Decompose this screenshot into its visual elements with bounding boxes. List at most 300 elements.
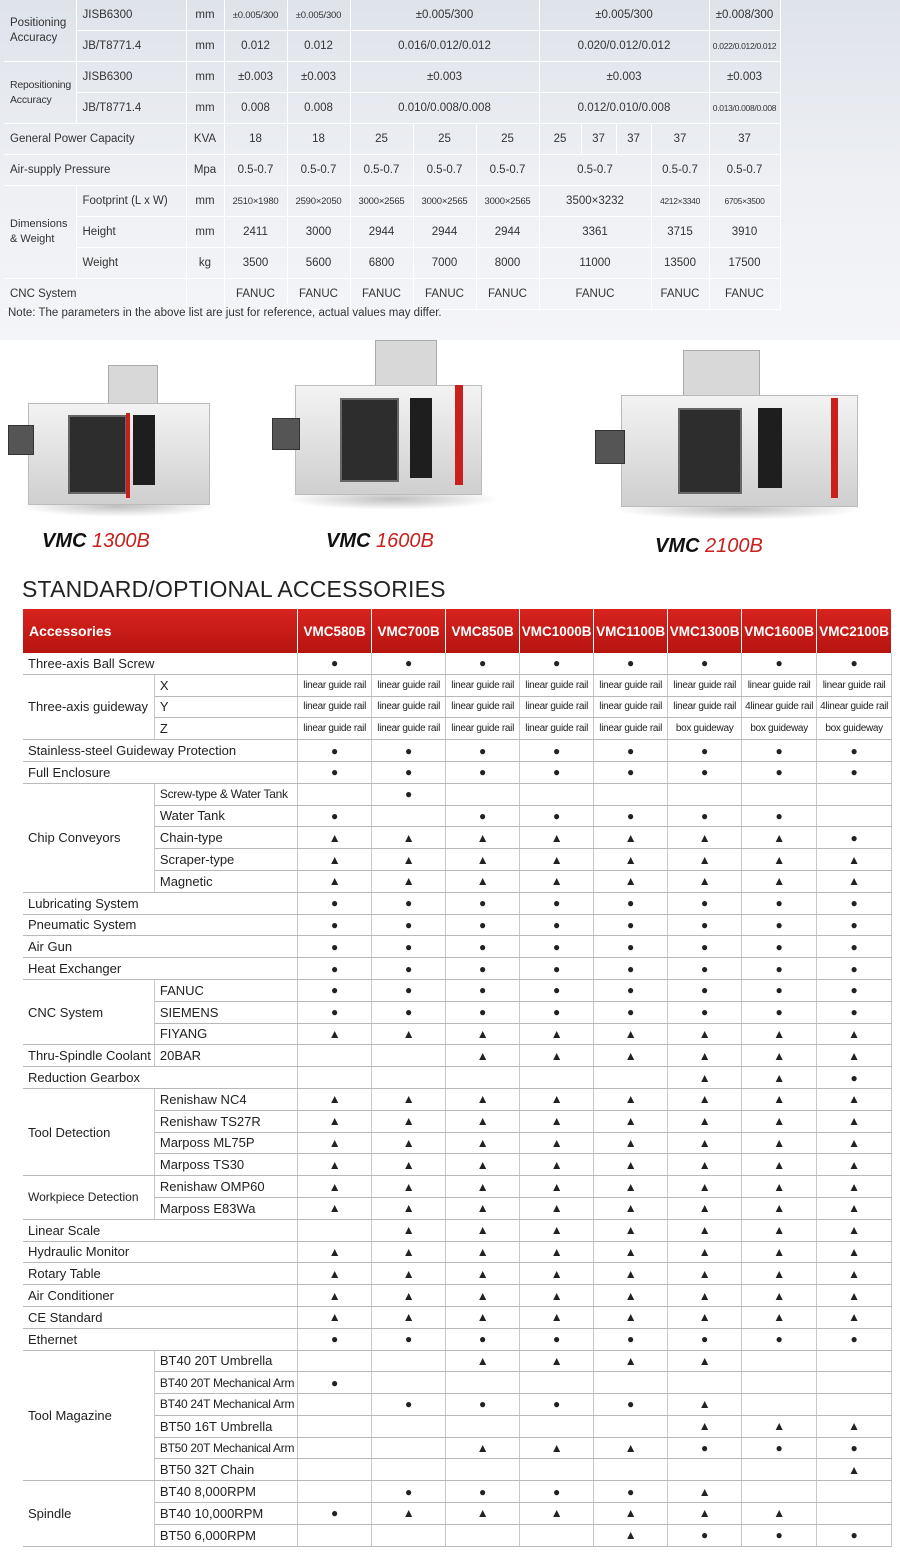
spec-cell: 5600 bbox=[287, 248, 350, 279]
optional-mark: ▲ bbox=[742, 1263, 817, 1285]
optional-mark: ▲ bbox=[668, 1350, 742, 1372]
optional-mark: ▲ bbox=[742, 1503, 817, 1525]
optional-mark: ▲ bbox=[298, 849, 372, 871]
table-row bbox=[23, 1219, 892, 1241]
spec-cell: 25 bbox=[350, 124, 413, 155]
spec-cell: ±0.003 bbox=[539, 62, 709, 93]
value-cell bbox=[298, 1437, 372, 1459]
spec-cell: FANUC bbox=[413, 279, 476, 310]
standard-mark: ● bbox=[817, 827, 892, 849]
standard-mark: ● bbox=[520, 892, 594, 914]
value-cell: 4linear guide rail bbox=[742, 696, 817, 718]
value-cell: linear guide rail bbox=[817, 674, 892, 696]
optional-mark: ▲ bbox=[594, 1045, 668, 1067]
optional-mark: ▲ bbox=[742, 1306, 817, 1328]
spec-cell: 0.5-0.7 bbox=[413, 155, 476, 186]
standard-mark: ● bbox=[668, 1001, 742, 1023]
optional-mark: ▲ bbox=[298, 1306, 372, 1328]
spec-unit: mm bbox=[186, 62, 224, 93]
accessory-option: Marposs ML75P bbox=[154, 1132, 297, 1154]
value-cell bbox=[372, 1045, 446, 1067]
standard-mark: ● bbox=[817, 740, 892, 762]
spec-cell: FANUC bbox=[709, 279, 780, 310]
value-cell bbox=[817, 1350, 892, 1372]
table-row bbox=[23, 1045, 892, 1067]
optional-mark: ▲ bbox=[298, 1197, 372, 1219]
optional-mark: ▲ bbox=[742, 870, 817, 892]
accessory-option: Y bbox=[154, 696, 297, 718]
value-cell bbox=[520, 1415, 594, 1437]
optional-mark: ▲ bbox=[372, 1197, 446, 1219]
spec-row bbox=[4, 93, 780, 124]
value-cell bbox=[742, 1350, 817, 1372]
value-cell bbox=[298, 1524, 372, 1546]
value-cell bbox=[520, 1524, 594, 1546]
accessory-option: BT40 20T Mechanical Arm bbox=[154, 1372, 297, 1394]
optional-mark: ▲ bbox=[372, 827, 446, 849]
spec-cell: 0.5-0.7 bbox=[224, 155, 287, 186]
optional-mark: ▲ bbox=[742, 1045, 817, 1067]
optional-mark: ▲ bbox=[520, 1241, 594, 1263]
optional-mark: ▲ bbox=[817, 1176, 892, 1198]
value-cell bbox=[594, 1067, 668, 1089]
spec-cell: 3910 bbox=[709, 217, 780, 248]
accessory-name: Three-axis guideway bbox=[23, 674, 154, 739]
spec-cell: 25 bbox=[539, 124, 581, 155]
standard-mark: ● bbox=[446, 1481, 520, 1503]
value-cell bbox=[742, 1394, 817, 1416]
table-row bbox=[23, 958, 892, 980]
standard-mark: ● bbox=[668, 1524, 742, 1546]
table-row bbox=[23, 1328, 892, 1350]
standard-mark: ● bbox=[520, 1481, 594, 1503]
spec-unit: mm bbox=[186, 0, 224, 31]
value-cell: linear guide rail bbox=[372, 696, 446, 718]
optional-mark: ▲ bbox=[668, 827, 742, 849]
standard-mark: ● bbox=[817, 892, 892, 914]
value-cell: box guideway bbox=[817, 718, 892, 740]
value-cell bbox=[594, 783, 668, 805]
standard-mark: ● bbox=[520, 979, 594, 1001]
spec-cell: ±0.005/300 bbox=[350, 0, 539, 31]
standard-mark: ● bbox=[372, 653, 446, 674]
optional-mark: ▲ bbox=[520, 1306, 594, 1328]
value-cell bbox=[817, 1394, 892, 1416]
standard-mark: ● bbox=[372, 1481, 446, 1503]
standard-mark: ● bbox=[372, 958, 446, 980]
machine-caption-3 bbox=[655, 535, 763, 558]
standard-mark: ● bbox=[298, 1372, 372, 1394]
optional-mark: ▲ bbox=[446, 1154, 520, 1176]
standard-mark: ● bbox=[742, 805, 817, 827]
optional-mark: ▲ bbox=[298, 1263, 372, 1285]
standard-mark: ● bbox=[520, 1394, 594, 1416]
value-cell bbox=[372, 1415, 446, 1437]
spec-cell: ±0.003 bbox=[350, 62, 539, 93]
optional-mark: ▲ bbox=[372, 1023, 446, 1045]
spec-cell: 18 bbox=[224, 124, 287, 155]
spec-standard: JB/T8771.4 bbox=[76, 93, 186, 124]
value-cell: linear guide rail bbox=[372, 674, 446, 696]
standard-mark: ● bbox=[520, 936, 594, 958]
value-cell bbox=[742, 1372, 817, 1394]
optional-mark: ▲ bbox=[668, 1023, 742, 1045]
optional-mark: ▲ bbox=[372, 1132, 446, 1154]
standard-mark: ● bbox=[817, 914, 892, 936]
standard-mark: ● bbox=[298, 936, 372, 958]
optional-mark: ▲ bbox=[594, 1241, 668, 1263]
spec-cell: ±0.005/300 bbox=[287, 0, 350, 31]
accessory-option: BT40 8,000RPM bbox=[154, 1481, 297, 1503]
spec-sublabel: Weight bbox=[76, 248, 186, 279]
standard-mark: ● bbox=[298, 914, 372, 936]
optional-mark: ▲ bbox=[446, 1306, 520, 1328]
value-cell: linear guide rail bbox=[742, 674, 817, 696]
accessory-option: BT50 16T Umbrella bbox=[154, 1415, 297, 1437]
spec-cell: 0.012 bbox=[287, 31, 350, 62]
optional-mark: ▲ bbox=[520, 1285, 594, 1307]
optional-mark: ▲ bbox=[668, 1285, 742, 1307]
table-row bbox=[23, 979, 892, 1001]
standard-mark: ● bbox=[372, 1001, 446, 1023]
standard-mark: ● bbox=[594, 979, 668, 1001]
value-cell: linear guide rail bbox=[520, 696, 594, 718]
standard-mark: ● bbox=[742, 653, 817, 674]
standard-mark: ● bbox=[817, 958, 892, 980]
optional-mark: ▲ bbox=[742, 1176, 817, 1198]
spec-cell: ±0.005/300 bbox=[539, 0, 709, 31]
value-cell bbox=[298, 1415, 372, 1437]
value-cell bbox=[817, 1481, 892, 1503]
accessory-option: Renishaw NC4 bbox=[154, 1088, 297, 1110]
accessory-name: Thru-Spindle Coolant bbox=[23, 1045, 154, 1067]
optional-mark: ▲ bbox=[742, 1023, 817, 1045]
accessory-option: Scraper-type bbox=[154, 849, 297, 871]
spec-cell: 3000 bbox=[287, 217, 350, 248]
spec-cell: ±0.003 bbox=[287, 62, 350, 93]
value-cell bbox=[372, 1350, 446, 1372]
spec-cell: 2590×2050 bbox=[287, 186, 350, 217]
accessory-option: Chain-type bbox=[154, 827, 297, 849]
value-cell bbox=[594, 1415, 668, 1437]
optional-mark: ▲ bbox=[372, 1241, 446, 1263]
optional-mark: ▲ bbox=[446, 849, 520, 871]
machine-model: 1300B bbox=[92, 530, 150, 552]
optional-mark: ▲ bbox=[372, 1285, 446, 1307]
spec-cell: 8000 bbox=[476, 248, 539, 279]
spec-row bbox=[4, 248, 780, 279]
standard-mark: ● bbox=[594, 1328, 668, 1350]
optional-mark: ▲ bbox=[817, 1023, 892, 1045]
standard-mark: ● bbox=[520, 1328, 594, 1350]
optional-mark: ▲ bbox=[668, 1263, 742, 1285]
header-model: VMC1000B bbox=[520, 609, 594, 653]
value-cell: linear guide rail bbox=[446, 674, 520, 696]
optional-mark: ▲ bbox=[742, 827, 817, 849]
value-cell bbox=[372, 1372, 446, 1394]
optional-mark: ▲ bbox=[817, 870, 892, 892]
optional-mark: ▲ bbox=[298, 1241, 372, 1263]
optional-mark: ▲ bbox=[742, 849, 817, 871]
header-model: VMC850B bbox=[446, 609, 520, 653]
machine-model: 2100B bbox=[705, 535, 763, 557]
value-cell bbox=[298, 1459, 372, 1481]
spec-cell: 0.5-0.7 bbox=[539, 155, 651, 186]
accessory-option: BT50 6,000RPM bbox=[154, 1524, 297, 1546]
optional-mark: ▲ bbox=[594, 1524, 668, 1546]
value-cell bbox=[742, 783, 817, 805]
optional-mark: ▲ bbox=[668, 1045, 742, 1067]
standard-mark: ● bbox=[298, 805, 372, 827]
accessory-option: FIYANG bbox=[154, 1023, 297, 1045]
accessory-option: SIEMENS bbox=[154, 1001, 297, 1023]
spec-cell: 25 bbox=[413, 124, 476, 155]
standard-mark: ● bbox=[298, 958, 372, 980]
standard-mark: ● bbox=[446, 958, 520, 980]
spec-label: Dimensions & Weight bbox=[4, 186, 76, 279]
standard-mark: ● bbox=[372, 936, 446, 958]
spec-cell: ±0.005/300 bbox=[224, 0, 287, 31]
spec-unit bbox=[186, 279, 224, 310]
optional-mark: ▲ bbox=[298, 1023, 372, 1045]
optional-mark: ▲ bbox=[372, 1503, 446, 1525]
value-cell bbox=[594, 1459, 668, 1481]
optional-mark: ▲ bbox=[594, 827, 668, 849]
spec-cell: 3715 bbox=[651, 217, 709, 248]
standard-mark: ● bbox=[594, 740, 668, 762]
standard-mark: ● bbox=[817, 761, 892, 783]
standard-mark: ● bbox=[594, 914, 668, 936]
standard-mark: ● bbox=[668, 740, 742, 762]
value-cell bbox=[446, 1067, 520, 1089]
accessories-body bbox=[23, 653, 892, 1546]
standard-mark: ● bbox=[817, 1001, 892, 1023]
spec-cell: 2944 bbox=[413, 217, 476, 248]
standard-mark: ● bbox=[298, 1328, 372, 1350]
table-row bbox=[23, 914, 892, 936]
spec-cell: 17500 bbox=[709, 248, 780, 279]
standard-mark: ● bbox=[668, 1437, 742, 1459]
machine-gallery bbox=[0, 340, 900, 570]
standard-mark: ● bbox=[446, 740, 520, 762]
spec-section bbox=[0, 0, 900, 340]
value-cell bbox=[446, 1459, 520, 1481]
value-cell bbox=[742, 1481, 817, 1503]
value-cell bbox=[817, 805, 892, 827]
spec-cell: 2944 bbox=[476, 217, 539, 248]
machine-image-3 bbox=[593, 350, 863, 520]
optional-mark: ▲ bbox=[298, 870, 372, 892]
standard-mark: ● bbox=[594, 1481, 668, 1503]
standard-mark: ● bbox=[594, 653, 668, 674]
accessory-name: Rotary Table bbox=[23, 1263, 298, 1285]
optional-mark: ▲ bbox=[668, 870, 742, 892]
standard-mark: ● bbox=[298, 653, 372, 674]
accessories-table bbox=[23, 609, 892, 1547]
value-cell: linear guide rail bbox=[520, 718, 594, 740]
standard-mark: ● bbox=[817, 1437, 892, 1459]
value-cell bbox=[668, 1459, 742, 1481]
standard-mark: ● bbox=[668, 892, 742, 914]
optional-mark: ▲ bbox=[446, 1241, 520, 1263]
standard-mark: ● bbox=[742, 936, 817, 958]
standard-mark: ● bbox=[520, 1001, 594, 1023]
machine-caption-1 bbox=[42, 530, 150, 553]
header-model: VMC700B bbox=[372, 609, 446, 653]
standard-mark: ● bbox=[742, 740, 817, 762]
optional-mark: ▲ bbox=[594, 1219, 668, 1241]
spec-cell: FANUC bbox=[476, 279, 539, 310]
spec-cell: 0.010/0.008/0.008 bbox=[350, 93, 539, 124]
spec-cell: FANUC bbox=[350, 279, 413, 310]
optional-mark: ▲ bbox=[520, 1437, 594, 1459]
standard-mark: ● bbox=[446, 805, 520, 827]
optional-mark: ▲ bbox=[594, 870, 668, 892]
spec-label: CNC System bbox=[4, 279, 186, 310]
accessory-option: BT50 32T Chain bbox=[154, 1459, 297, 1481]
value-cell bbox=[520, 1459, 594, 1481]
standard-mark: ● bbox=[742, 892, 817, 914]
standard-mark: ● bbox=[298, 740, 372, 762]
value-cell bbox=[298, 1394, 372, 1416]
value-cell bbox=[372, 805, 446, 827]
value-cell: linear guide rail bbox=[298, 718, 372, 740]
machine-image-2 bbox=[270, 340, 500, 510]
spec-cell: 0.5-0.7 bbox=[350, 155, 413, 186]
optional-mark: ▲ bbox=[372, 1219, 446, 1241]
optional-mark: ▲ bbox=[298, 1154, 372, 1176]
standard-mark: ● bbox=[520, 761, 594, 783]
spec-sublabel: Height bbox=[76, 217, 186, 248]
header-model: VMC580B bbox=[298, 609, 372, 653]
spec-cell: 13500 bbox=[651, 248, 709, 279]
value-cell bbox=[817, 783, 892, 805]
optional-mark: ▲ bbox=[668, 1088, 742, 1110]
standard-mark: ● bbox=[742, 1524, 817, 1546]
spec-cell: 3000×2565 bbox=[476, 186, 539, 217]
optional-mark: ▲ bbox=[520, 870, 594, 892]
spec-unit: kg bbox=[186, 248, 224, 279]
optional-mark: ▲ bbox=[372, 849, 446, 871]
accessory-option: BT40 10,000RPM bbox=[154, 1503, 297, 1525]
spec-label: General Power Capacity bbox=[4, 124, 186, 155]
standard-mark: ● bbox=[817, 653, 892, 674]
accessory-option: BT50 20T Mechanical Arm bbox=[154, 1437, 297, 1459]
value-cell bbox=[817, 1503, 892, 1525]
optional-mark: ▲ bbox=[372, 1110, 446, 1132]
standard-mark: ● bbox=[668, 979, 742, 1001]
optional-mark: ▲ bbox=[594, 849, 668, 871]
spec-row bbox=[4, 0, 780, 31]
standard-mark: ● bbox=[446, 1394, 520, 1416]
standard-mark: ● bbox=[372, 740, 446, 762]
standard-mark: ● bbox=[446, 892, 520, 914]
spec-cell: 37 bbox=[709, 124, 780, 155]
optional-mark: ▲ bbox=[520, 1045, 594, 1067]
standard-mark: ● bbox=[298, 761, 372, 783]
standard-mark: ● bbox=[298, 1001, 372, 1023]
standard-mark: ● bbox=[372, 892, 446, 914]
table-row bbox=[23, 1350, 892, 1372]
value-cell bbox=[668, 1372, 742, 1394]
optional-mark: ▲ bbox=[446, 1197, 520, 1219]
optional-mark: ▲ bbox=[446, 1437, 520, 1459]
value-cell: box guideway bbox=[742, 718, 817, 740]
spec-cell: 0.013/0.008/0.008 bbox=[709, 93, 780, 124]
value-cell bbox=[372, 1524, 446, 1546]
optional-mark: ▲ bbox=[817, 1459, 892, 1481]
standard-mark: ● bbox=[594, 892, 668, 914]
standard-mark: ● bbox=[742, 761, 817, 783]
accessory-name: Air Gun bbox=[23, 936, 298, 958]
accessory-name: Tool Detection bbox=[23, 1088, 154, 1175]
value-cell bbox=[742, 1459, 817, 1481]
header-model: VMC1600B bbox=[742, 609, 817, 653]
spec-table bbox=[4, 0, 781, 310]
value-cell bbox=[298, 1219, 372, 1241]
value-cell bbox=[446, 1415, 520, 1437]
optional-mark: ▲ bbox=[594, 1110, 668, 1132]
optional-mark: ▲ bbox=[520, 1110, 594, 1132]
standard-mark: ● bbox=[668, 761, 742, 783]
optional-mark: ▲ bbox=[446, 1023, 520, 1045]
spec-cell: 0.022/0.012/0.012 bbox=[709, 31, 780, 62]
optional-mark: ▲ bbox=[817, 1219, 892, 1241]
value-cell: linear guide rail bbox=[594, 718, 668, 740]
optional-mark: ▲ bbox=[446, 827, 520, 849]
optional-mark: ▲ bbox=[594, 1263, 668, 1285]
optional-mark: ▲ bbox=[742, 1154, 817, 1176]
optional-mark: ▲ bbox=[594, 1285, 668, 1307]
spec-cell: 3000×2565 bbox=[350, 186, 413, 217]
value-cell: 4linear guide rail bbox=[817, 696, 892, 718]
spec-cell: 2510×1980 bbox=[224, 186, 287, 217]
spec-cell: 6705×3500 bbox=[709, 186, 780, 217]
optional-mark: ▲ bbox=[594, 1503, 668, 1525]
spec-cell: ±0.003 bbox=[224, 62, 287, 93]
standard-mark: ● bbox=[298, 1503, 372, 1525]
standard-mark: ● bbox=[520, 958, 594, 980]
accessories-title: STANDARD/OPTIONAL ACCESSORIES bbox=[22, 576, 446, 602]
optional-mark: ▲ bbox=[742, 1110, 817, 1132]
standard-mark: ● bbox=[742, 1001, 817, 1023]
machine-caption-2 bbox=[326, 530, 434, 553]
optional-mark: ▲ bbox=[520, 1154, 594, 1176]
optional-mark: ▲ bbox=[668, 1154, 742, 1176]
optional-mark: ▲ bbox=[594, 1088, 668, 1110]
table-row bbox=[23, 761, 892, 783]
optional-mark: ▲ bbox=[594, 1176, 668, 1198]
standard-mark: ● bbox=[594, 1001, 668, 1023]
value-cell: linear guide rail bbox=[594, 696, 668, 718]
accessory-option: BT40 20T Umbrella bbox=[154, 1350, 297, 1372]
value-cell bbox=[298, 1481, 372, 1503]
standard-mark: ● bbox=[446, 1328, 520, 1350]
spec-cell: 0.5-0.7 bbox=[709, 155, 780, 186]
value-cell: linear guide rail bbox=[298, 674, 372, 696]
optional-mark: ▲ bbox=[668, 1503, 742, 1525]
table-row bbox=[23, 1067, 892, 1089]
accessory-option: Screw-type & Water Tank bbox=[154, 783, 297, 805]
value-cell bbox=[298, 1045, 372, 1067]
optional-mark: ▲ bbox=[372, 1154, 446, 1176]
optional-mark: ▲ bbox=[817, 1415, 892, 1437]
accessory-option: Marposs E83Wa bbox=[154, 1197, 297, 1219]
spec-row bbox=[4, 155, 780, 186]
standard-mark: ● bbox=[594, 761, 668, 783]
spec-cell: 11000 bbox=[539, 248, 651, 279]
standard-mark: ● bbox=[446, 653, 520, 674]
